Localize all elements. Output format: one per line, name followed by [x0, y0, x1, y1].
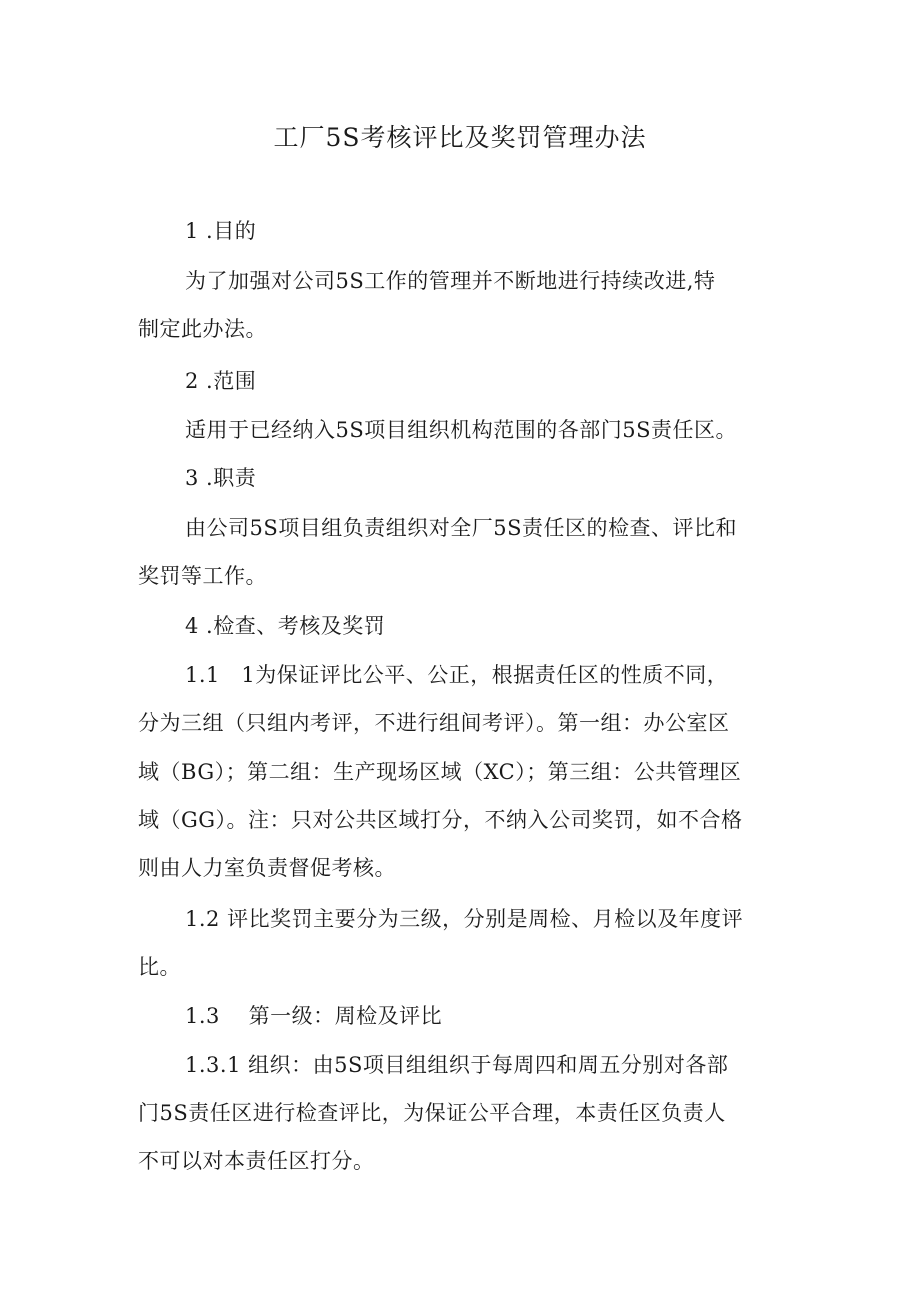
paragraph-line: 则由人力室负责督促考核。: [138, 856, 396, 880]
paragraph-line: 门5S责任区进行检查评比，为保证公平合理，本责任区负责人: [138, 1101, 726, 1125]
paragraph-line: 1.1 1为保证评比公平、公正，根据责任区的性质不同，: [185, 663, 729, 687]
paragraph-line: 域（GG）。注：只对公共区域打分，不纳入公司奖罚，如不合格: [138, 808, 743, 832]
paragraph-line: 奖罚等工作。: [138, 564, 267, 588]
paragraph-line: 制定此办法。: [138, 317, 267, 341]
paragraph-line: 分为三组（只组内考评，不进行组间考评）。第一组：办公室区: [138, 711, 730, 735]
paragraph-line: 域（BG）；第二组：生产现场区域（XC）；第三组：公共管理区: [138, 760, 742, 784]
paragraph-line: 不可以对本责任区打分。: [138, 1149, 375, 1173]
paragraph-line: 为了加强对公司5S工作的管理并不断地进行持续改进,特: [185, 269, 716, 293]
paragraph-line: 1.2 评比奖罚主要分为三级，分别是周检、月检以及年度评: [185, 907, 744, 931]
section-heading-scope: 2 .范围: [185, 369, 257, 393]
paragraph-line: 适用于已经纳入5S项目组织机构范围的各部门5S责任区。: [185, 418, 737, 442]
section-heading-purpose: 1 .目的: [185, 219, 257, 243]
paragraph-line: 1.3.1 组织：由5S项目组组织于每周四和周五分别对各部: [185, 1053, 729, 1077]
subsection-heading: 1.3 第一级：周检及评比: [185, 1004, 443, 1028]
section-heading-inspection: 4 .检查、考核及奖罚: [185, 614, 386, 638]
paragraph-line: 比。: [138, 955, 181, 979]
paragraph-line: 由公司5S项目组负责组织对全厂5S责任区的检查、评比和: [185, 516, 737, 540]
section-heading-duties: 3 .职责: [185, 466, 257, 490]
document-title: 工厂5S考核评比及奖罚管理办法: [273, 123, 647, 152]
